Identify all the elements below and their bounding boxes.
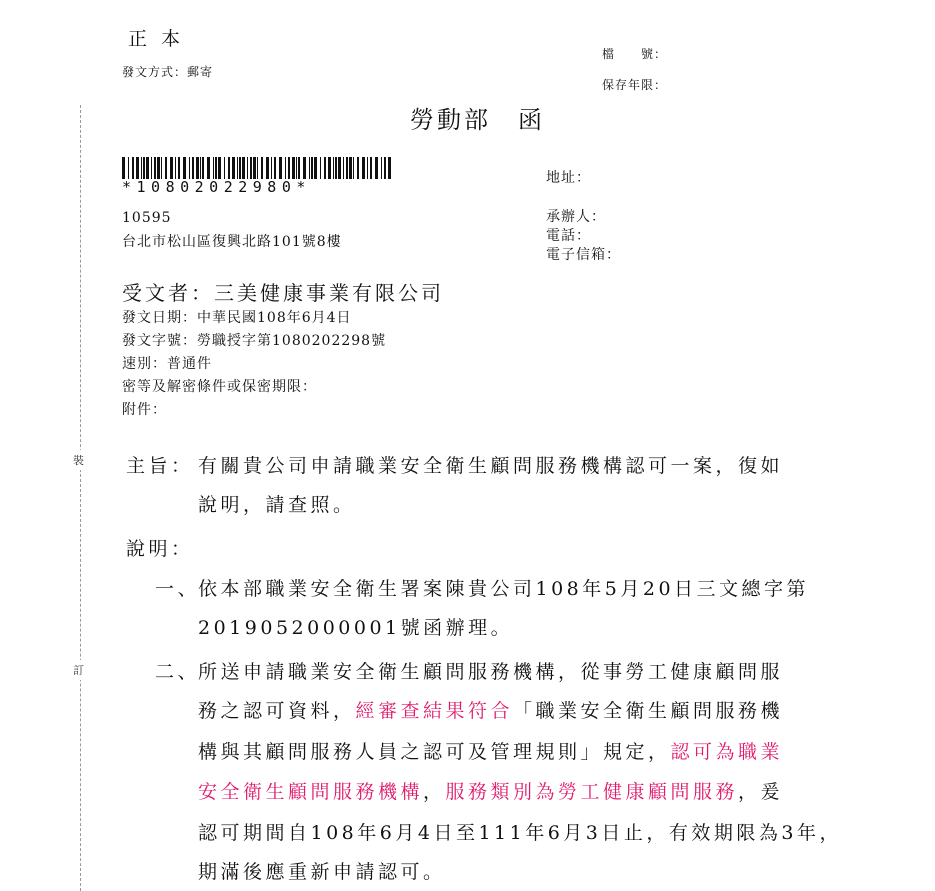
handler-label: 承辦人： — [546, 209, 606, 225]
barcode-number: *10802022980* — [122, 178, 311, 196]
send-method: 發文方式：郵寄 — [122, 65, 214, 79]
delivery-speed: 速別：普通件 — [122, 356, 212, 372]
item-2-line-4-d: ，爰 — [738, 781, 784, 803]
explanation-label: 說明： — [126, 538, 194, 560]
barcode-image — [122, 157, 392, 179]
attachment-label: 附件： — [122, 402, 167, 418]
highlight-approved: 認可為職業 — [670, 741, 784, 763]
item-2-line-5: 認可期間自108年6月4日至111年6月3日止，有效期限為3年， — [198, 822, 842, 844]
item-1-line-2: 2019052000001號函辦理。 — [198, 617, 514, 639]
item-2-line-2 — [198, 696, 783, 723]
sender-address-label: 地址： — [546, 170, 591, 186]
recipient-address: 台北市松山區復興北路101號8樓 — [122, 234, 342, 250]
binding-mark-top: 裝 — [73, 450, 84, 470]
item-2-number: 二、 — [155, 661, 201, 683]
postal-code: 10595 — [122, 210, 172, 226]
copy-type: 正 本 — [128, 28, 185, 50]
highlight-review-result: 經審查結果符合 — [355, 700, 514, 722]
binding-line — [80, 105, 81, 891]
recipient-name: 受文者：三美健康事業有限公司 — [122, 281, 444, 305]
highlight-institution: 安全衛生顧問服務機構 — [198, 781, 424, 803]
secrecy-level: 密等及解密條件或保密期限： — [122, 379, 317, 395]
item-2-line-4-b: ， — [423, 781, 446, 803]
file-number-label: 檔 號： — [602, 47, 668, 61]
subject-line-2: 說明，請查照。 — [198, 494, 356, 516]
document-title: 勞動部 函 — [410, 106, 545, 134]
item-2-line-3 — [198, 737, 783, 764]
subject-line-1: 有關貴公司申請職業安全衛生顧問服務機構認可一案，復如 — [198, 455, 784, 477]
item-2-line-2-c: 「職業安全衛生顧問服務機 — [513, 700, 784, 722]
item-2-line-3-a: 構與其顧問服務人員之認可及管理規則」規定， — [198, 741, 671, 763]
item-1-number: 一、 — [155, 578, 201, 600]
item-2-line-6: 期滿後應重新申請認可。 — [198, 861, 446, 883]
issue-date: 發文日期：中華民國108年6月4日 — [122, 310, 352, 326]
item-1-line-1: 依本部職業安全衛生署案陳貴公司108年5月20日三文總字第 — [198, 578, 810, 600]
subject-label: 主旨： — [126, 455, 194, 477]
document-number: 發文字號：勞職授字第1080202298號 — [122, 333, 387, 349]
item-2-line-1: 所送申請職業安全衛生顧問服務機構，從事勞工健康顧問服 — [198, 661, 784, 683]
phone-label: 電話： — [546, 228, 591, 244]
highlight-service-category: 服務類別為勞工健康顧問服務 — [445, 781, 739, 803]
item-2-line-4 — [198, 777, 783, 804]
retention-label: 保存年限： — [602, 78, 668, 92]
item-2-line-2-a: 務之認可資料， — [198, 700, 356, 722]
binding-mark-mid: 訂 — [73, 660, 84, 680]
email-label: 電子信箱： — [546, 247, 621, 263]
